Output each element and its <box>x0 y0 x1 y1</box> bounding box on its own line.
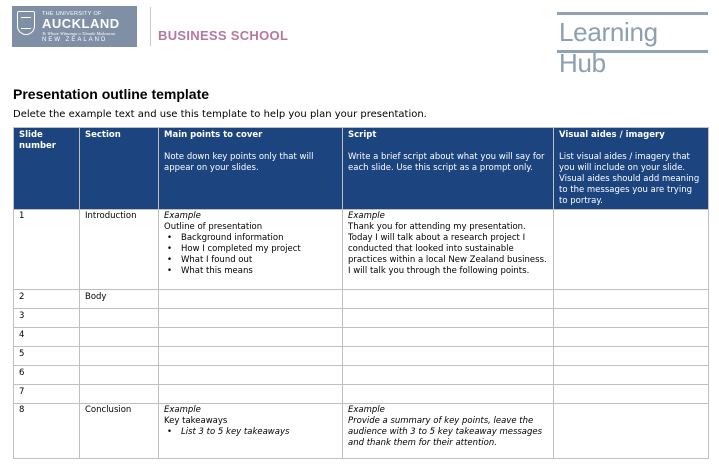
list-item: • List 3 to 5 key takeaways <box>176 427 337 438</box>
points-intro: Key takeaways <box>164 416 228 426</box>
script-cell[interactable] <box>343 366 554 385</box>
visual-aides-cell[interactable] <box>554 385 709 404</box>
section-cell[interactable]: Conclusion <box>80 404 159 459</box>
main-points-cell[interactable] <box>159 366 343 385</box>
section-cell[interactable]: Introduction <box>80 210 159 290</box>
table-row <box>14 328 709 347</box>
column-header-slide-number <box>14 128 80 210</box>
script-cell[interactable] <box>343 385 554 404</box>
section-cell[interactable] <box>80 385 159 404</box>
column-title: Slide number <box>19 130 57 151</box>
page-header <box>0 0 719 78</box>
slide-number-cell[interactable]: 8 <box>14 404 80 459</box>
list-item: • What this means <box>176 266 337 277</box>
column-title: Visual aides / imagery <box>559 130 665 140</box>
section-cell[interactable] <box>80 366 159 385</box>
section-cell[interactable] <box>80 328 159 347</box>
slide-number-cell[interactable]: 4 <box>14 328 80 347</box>
main-points-cell[interactable] <box>159 210 343 290</box>
visual-aides-cell[interactable] <box>554 210 709 290</box>
visual-aides-cell[interactable] <box>554 290 709 309</box>
university-name-line2: AUCKLAND <box>42 16 120 31</box>
example-label: Example <box>348 211 385 221</box>
table-row <box>14 290 709 309</box>
university-maori-name: Te Whare Wānanga o Tāmaki Makaurau <box>42 31 116 36</box>
university-country: NEW ZEALAND <box>42 37 108 43</box>
table-row <box>14 309 709 328</box>
school-name: BUSINESS SCHOOL <box>158 28 289 43</box>
section-cell[interactable] <box>80 309 159 328</box>
presentation-outline-table <box>13 127 709 459</box>
points-intro: Outline of presentation <box>164 222 263 232</box>
section-cell[interactable]: Body <box>80 290 159 309</box>
visual-aides-cell[interactable] <box>554 404 709 459</box>
script-cell[interactable] <box>343 404 554 459</box>
visual-aides-cell[interactable] <box>554 309 709 328</box>
table-row <box>14 210 709 290</box>
document-title: Presentation outline template <box>13 86 210 102</box>
slide-number-cell[interactable]: 1 <box>14 210 80 290</box>
main-points-cell[interactable] <box>159 309 343 328</box>
list-item: • Background information <box>176 233 337 244</box>
column-title: Section <box>85 130 121 140</box>
script-cell[interactable] <box>343 328 554 347</box>
list-item: • How I completed my project <box>176 244 337 255</box>
column-title: Main points to cover <box>164 130 263 140</box>
example-label: Example <box>164 211 201 221</box>
main-points-cell[interactable] <box>159 385 343 404</box>
table-header-row <box>14 128 709 210</box>
example-label: Example <box>348 405 385 415</box>
column-header-script <box>343 128 554 210</box>
document-description: Delete the example text and use this template to help you plan your presentation. <box>13 109 427 120</box>
university-logo[interactable] <box>12 6 137 47</box>
slide-number-cell[interactable]: 2 <box>14 290 80 309</box>
table-row <box>14 385 709 404</box>
points-bullet-list <box>164 427 337 438</box>
crest-icon <box>17 11 35 35</box>
script-text: Thank you for attending my presentation. Today I will talk about a research project I conducted that looked into sustainable practices within a local New Zealand business. I will talk you through the following points. <box>348 222 547 276</box>
column-description: Note down key points only that will appear on your slides. <box>164 152 314 173</box>
table-row <box>14 366 709 385</box>
main-points-cell[interactable] <box>159 404 343 459</box>
learning-hub-logo[interactable] <box>557 12 708 78</box>
learning-hub-text: Learning Hub <box>559 17 658 78</box>
header-divider <box>150 7 151 46</box>
script-cell[interactable] <box>343 210 554 290</box>
script-cell[interactable] <box>343 309 554 328</box>
script-cell[interactable] <box>343 347 554 366</box>
university-name-line1: THE UNIVERSITY OF <box>42 11 102 17</box>
section-cell[interactable] <box>80 347 159 366</box>
visual-aides-cell[interactable] <box>554 347 709 366</box>
column-description: List visual aides / imagery that you will include on your slide. Visual aides should add meaning to the messages you are trying to portray. <box>559 152 700 206</box>
slide-number-cell[interactable]: 6 <box>14 366 80 385</box>
slide-number-cell[interactable]: 3 <box>14 309 80 328</box>
list-item: • What I found out <box>176 255 337 266</box>
visual-aides-cell[interactable] <box>554 328 709 347</box>
column-header-main-points <box>159 128 343 210</box>
column-title: Script <box>348 130 377 140</box>
visual-aides-cell[interactable] <box>554 366 709 385</box>
column-header-visual-aides <box>554 128 709 210</box>
script-cell[interactable] <box>343 290 554 309</box>
slide-number-cell[interactable]: 5 <box>14 347 80 366</box>
example-label: Example <box>164 405 201 415</box>
column-header-section <box>80 128 159 210</box>
column-description: Write a brief script about what you will say for each slide. Use this script as a prompt only. <box>348 152 545 173</box>
slide-number-cell[interactable]: 7 <box>14 385 80 404</box>
table-row <box>14 347 709 366</box>
main-points-cell[interactable] <box>159 328 343 347</box>
main-points-cell[interactable] <box>159 347 343 366</box>
script-text: Provide a summary of key points, leave the audience with 3 to 5 key takeaway messages and thank them for their attention. <box>348 416 543 448</box>
main-points-cell[interactable] <box>159 290 343 309</box>
points-bullet-list <box>164 233 337 277</box>
table-row <box>14 404 709 459</box>
